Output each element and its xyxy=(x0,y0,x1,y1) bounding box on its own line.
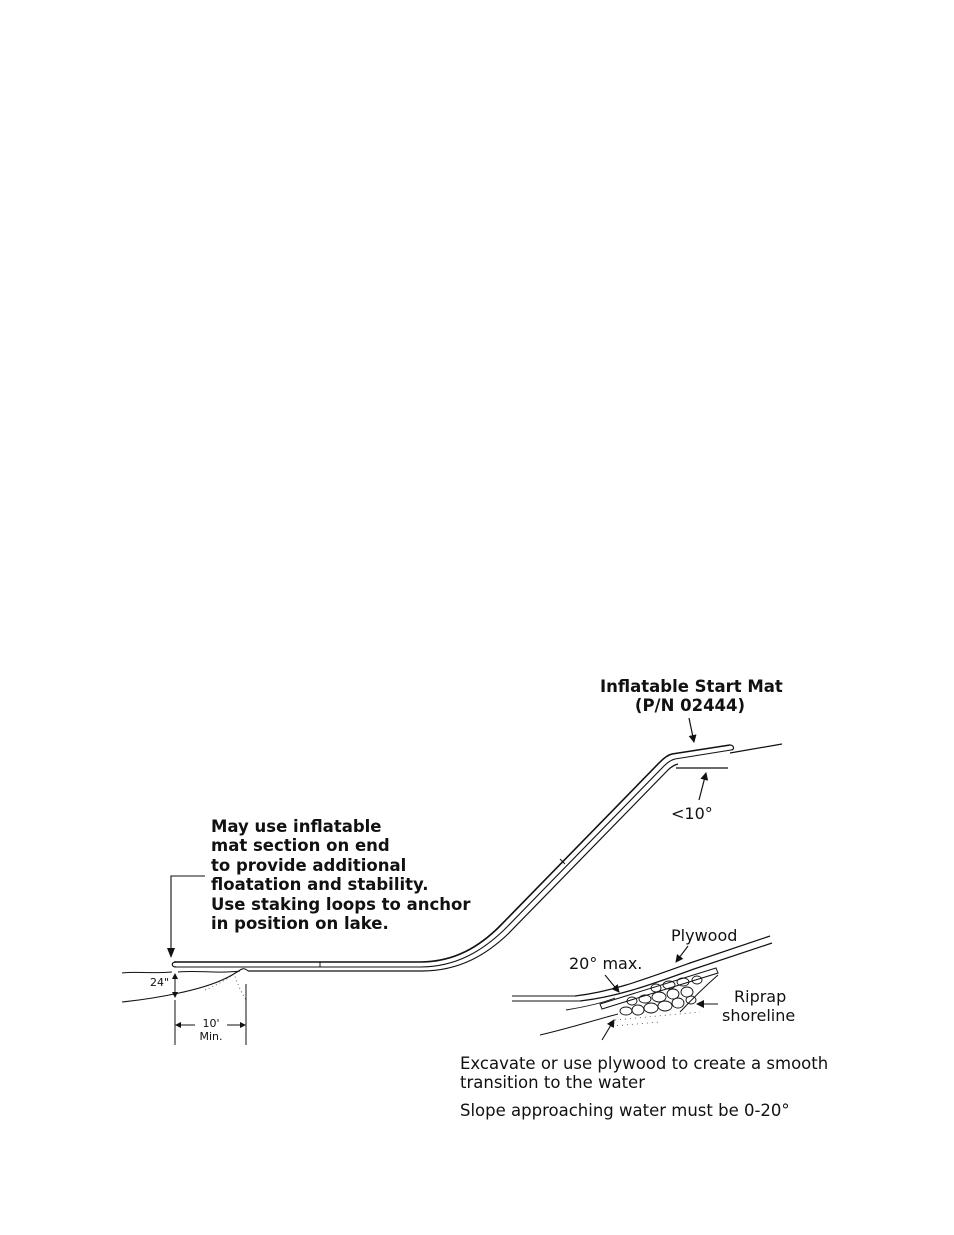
end-note-leader xyxy=(171,876,205,950)
end-note-line-5: Use staking loops to anchor xyxy=(211,894,471,914)
shoreline-label: shoreline xyxy=(722,1006,796,1025)
angle-arrow xyxy=(699,773,706,800)
riprap-stipple xyxy=(612,1012,700,1026)
water-surface xyxy=(122,971,240,973)
plywood-label: Plywood xyxy=(671,926,738,945)
end-note-line-4: floatation and stability. xyxy=(211,875,429,895)
note-line-2: transition to the water xyxy=(460,1073,645,1092)
riprap-label: Riprap xyxy=(734,987,787,1006)
end-note-line-2: mat section on end xyxy=(211,836,390,856)
lake-bed xyxy=(122,969,248,1002)
start-mat-part-number: (P/N 02444) xyxy=(634,696,746,715)
depth-label: 24" xyxy=(150,976,170,989)
end-note-line-3: to provide additional xyxy=(211,855,407,875)
start-mat-title: Inflatable Start Mat xyxy=(600,677,783,696)
end-note xyxy=(211,817,470,933)
max-angle-label: 20° max. xyxy=(569,954,643,973)
note-line-1: Excavate or use plywood to create a smooth xyxy=(460,1054,829,1073)
plywood-arrow xyxy=(676,946,688,962)
note-line-3: Slope approaching water must be 0-20° xyxy=(460,1101,790,1120)
top-ground-line xyxy=(730,744,782,753)
distance-min-label: Min. xyxy=(199,1030,223,1043)
start-mat-arrow xyxy=(689,718,694,742)
distance-label: 10' xyxy=(195,1018,227,1031)
mat-top-cap xyxy=(730,745,734,750)
top-angle-label: <10° xyxy=(671,804,713,823)
end-note-line-1: May use inflatable xyxy=(211,817,382,836)
end-note-line-6: in position on lake. xyxy=(211,914,389,934)
bank-arrow xyxy=(602,1020,614,1040)
